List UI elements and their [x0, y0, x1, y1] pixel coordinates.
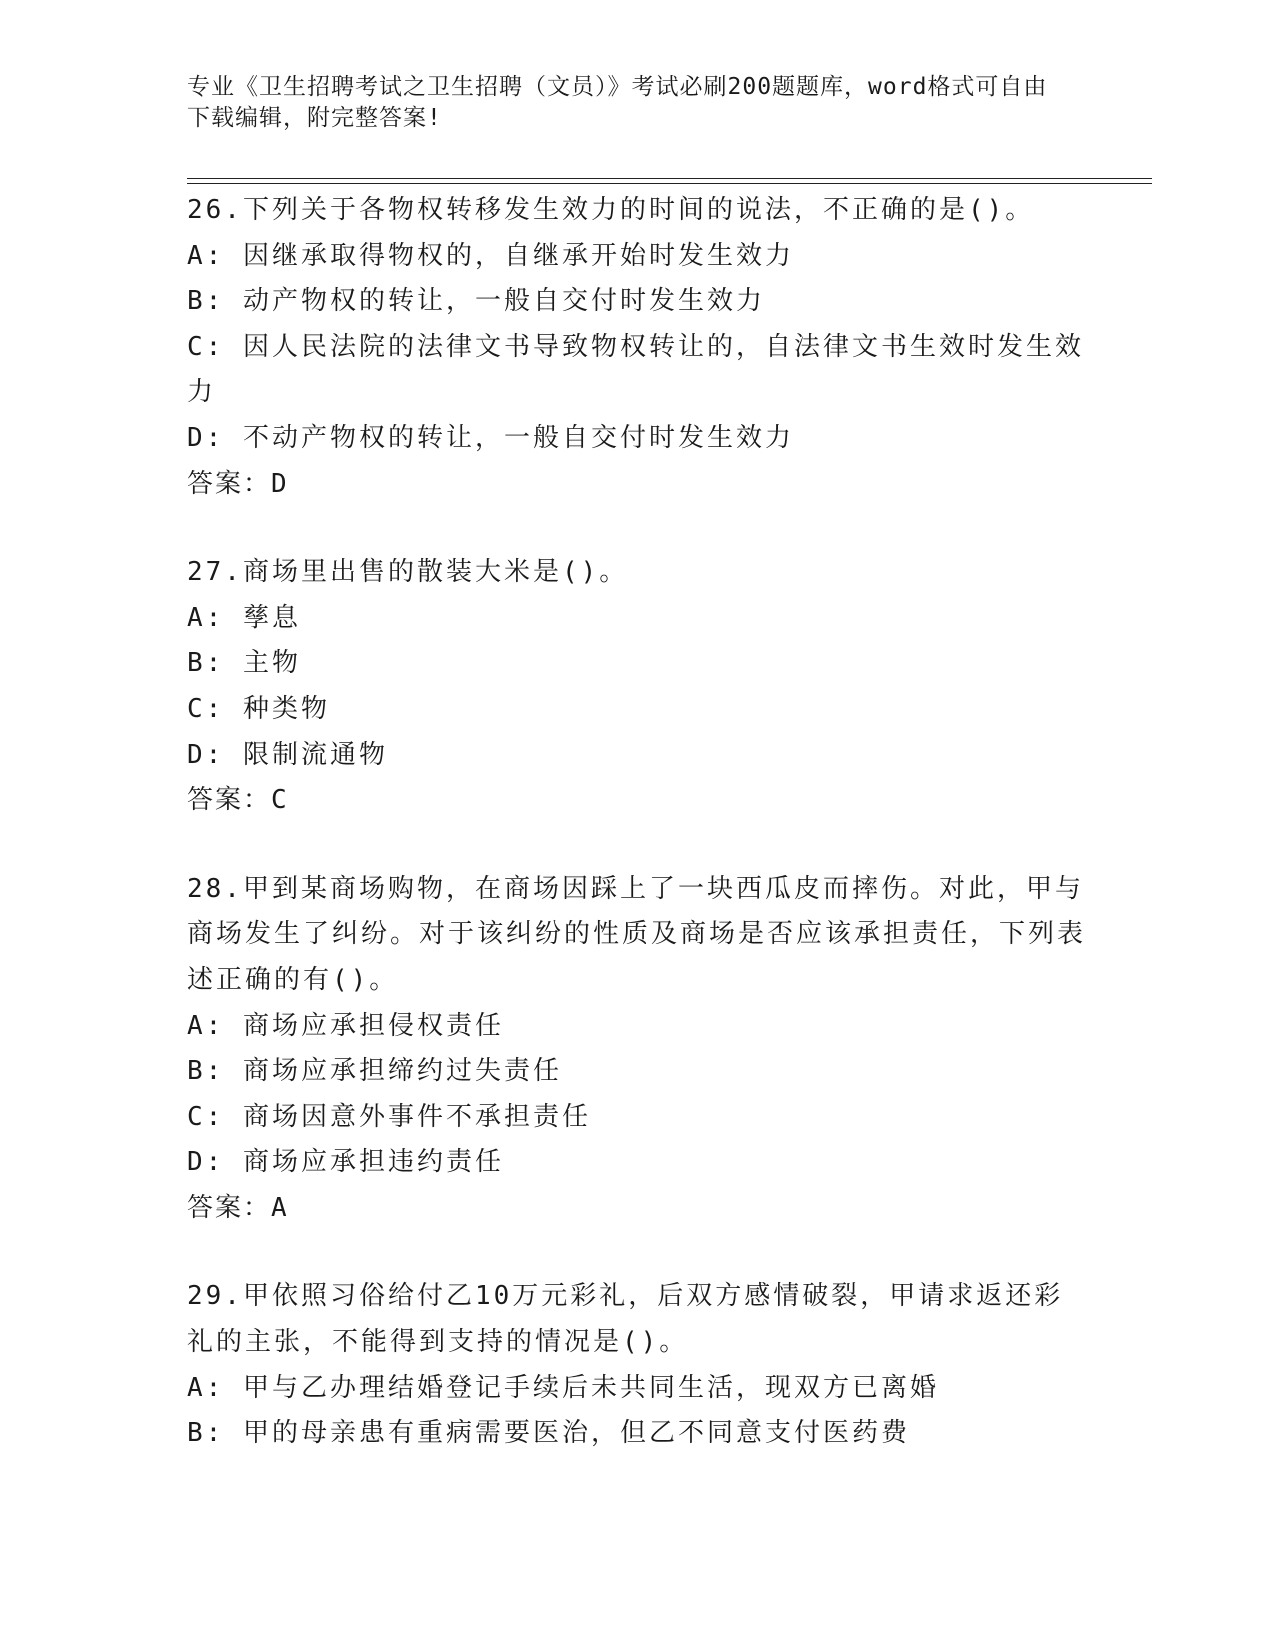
question-stem: 28.甲到某商场购物，在商场因踩上了一块西瓜皮而摔伤。对此，甲与商场发生了纠纷。对于该纠纷的性质及商场是否应该承担责任，下列表述正确的有()。 [187, 873, 1087, 995]
question-stem: 27.商场里出售的散装大米是()。 [187, 557, 629, 588]
question-26 [187, 188, 1087, 507]
header-text: 专业《卫生招聘考试之卫生招聘（文员）》考试必刷200题题库，word格式可自由下载编辑，附完整答案! [187, 74, 1048, 131]
question-stem: 29.甲依照习俗给付乙10万元彩礼，后双方感情破裂，甲请求返还彩礼的主张，不能得到支持的情况是()。 [187, 1281, 1064, 1358]
document-header [187, 72, 1067, 134]
option-d: D: 不动产物权的转让，一般自交付时发生效力 [187, 422, 794, 453]
option-b: B: 动产物权的转让，一般自交付时发生效力 [187, 286, 765, 317]
header-divider-bottom [187, 183, 1152, 184]
option-b: B: 商场应承担缔约过失责任 [187, 1056, 562, 1087]
option-c: C: 因人民法院的法律文书导致物权转让的，自法律文书生效时发生效力 [187, 331, 1084, 408]
option-d: D: 限制流通物 [187, 739, 388, 770]
answer-line: 答案：A [187, 1192, 289, 1223]
question-27 [187, 550, 1087, 824]
option-c: C: 种类物 [187, 693, 330, 724]
question-stem: 26.下列关于各物权转移发生效力的时间的说法，不正确的是()。 [187, 195, 1035, 225]
option-c: C: 商场因意外事件不承担责任 [187, 1101, 591, 1132]
header-divider-top [187, 178, 1152, 179]
question-list [187, 188, 1087, 1500]
option-b: B: 甲的母亲患有重病需要医治，但乙不同意支付医药费 [187, 1418, 910, 1449]
answer-line: 答案：D [187, 468, 289, 499]
option-a: A: 因继承取得物权的，自继承开始时发生效力 [187, 240, 794, 271]
question-28 [187, 867, 1087, 1232]
option-a: A: 孳息 [187, 602, 301, 633]
option-a: A: 商场应承担侵权责任 [187, 1010, 504, 1041]
option-b: B: 主物 [187, 648, 301, 679]
answer-line: 答案：C [187, 785, 289, 816]
option-a: A: 甲与乙办理结婚登记手续后未共同生活，现双方已离婚 [187, 1372, 939, 1403]
question-29 [187, 1274, 1087, 1456]
option-d: D: 商场应承担违约责任 [187, 1147, 504, 1178]
